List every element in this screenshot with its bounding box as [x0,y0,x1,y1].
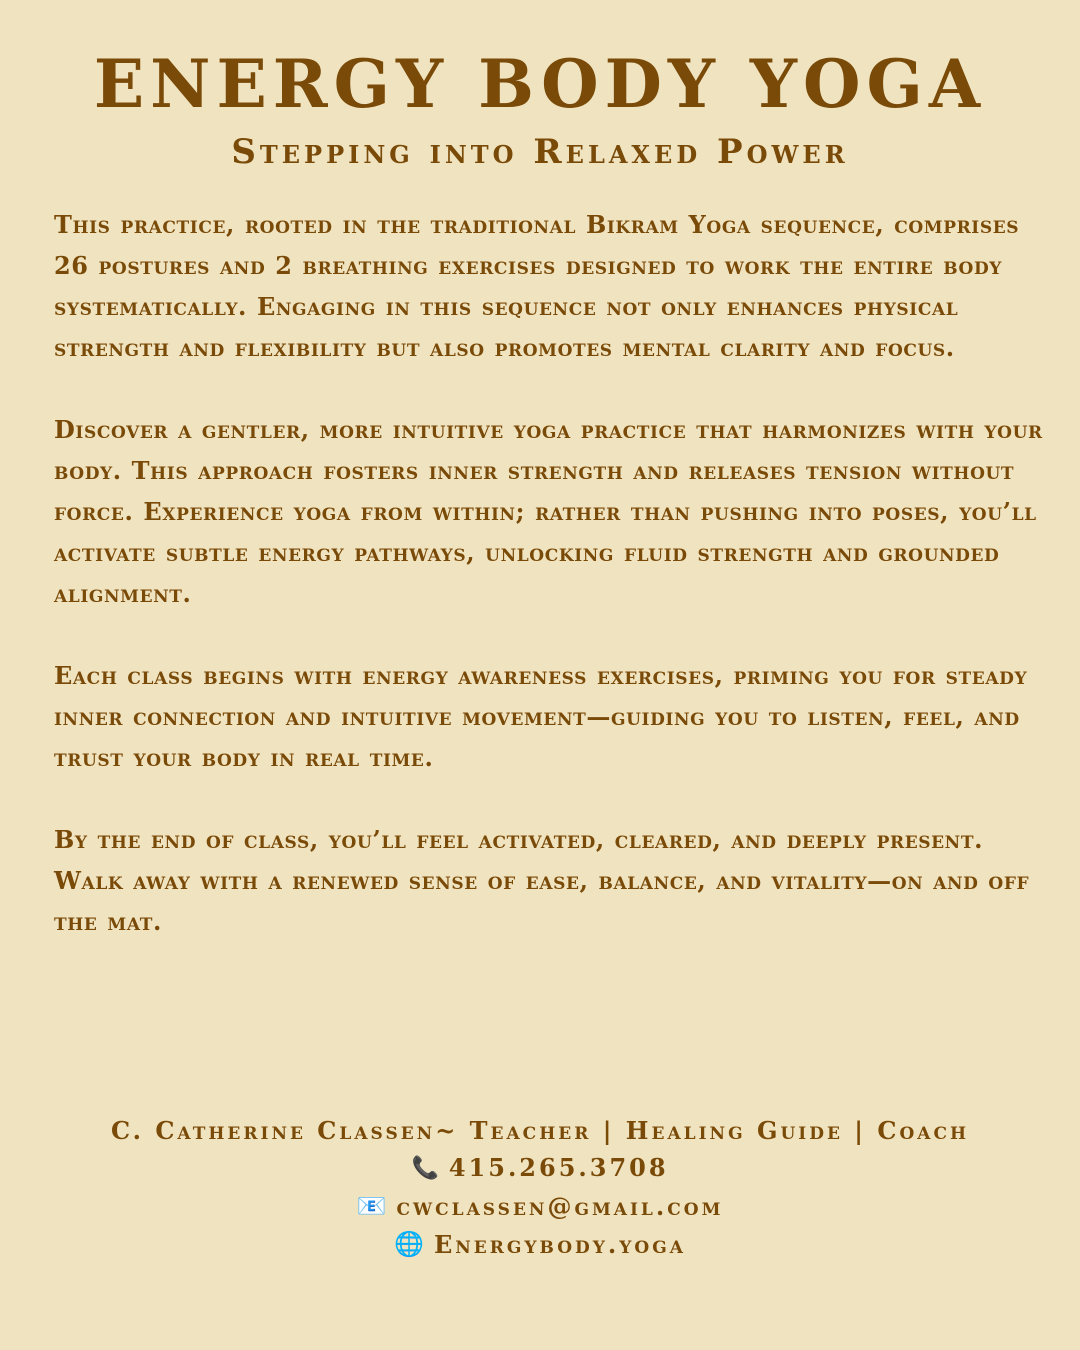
page-title: ENERGY BODY YOGA [93,45,987,123]
paragraph-end-of-class: By the end of class, you’ll feel activated, cleared, and deeply present. Walk away with a renewed sense of ease, balance, and vitality—on and off the mat. [54,825,1030,936]
email-address[interactable]: cwclassen@gmail.com [396,1192,724,1221]
phone-number[interactable]: 415.265.3708 [448,1153,669,1182]
globe-icon: 🌐 [394,1229,424,1258]
contact-block [0,1112,1080,1263]
description-body [54,204,1044,983]
website-link[interactable]: Energybody.yoga [433,1230,686,1259]
teacher-credit: C. Catherine Classen~ Teacher | Healing Guide | Coach [110,1116,970,1145]
paragraph-class-begins: Each class begins with energy awareness exercises, priming you for steady inner connection and intuitive movement—guiding you to listen, feel, and trust your body in real time. [54,661,1028,772]
paragraph-practice: This practice, rooted in the traditional Bikram Yoga sequence, comprises 26 postures and 2 breathing exercises designed to work the entire body systematically. Engaging in this sequence not only enhances physical strength and flexibility but also promotes mental clarity and focus. [54,210,1020,362]
envelope-icon: 📧 [356,1191,387,1220]
website-line[interactable] [0,1225,1080,1263]
phone-line[interactable] [0,1149,1080,1187]
paragraph-discover: Discover a gentler, more intuitive yoga practice that harmonizes with your body. This approach fosters inner strength and releases tension without force. Experience yoga from within; rather than pushing into poses, you’ll activate subtle energy pathways, unlocking fluid strength and grounded alignment. [54,415,1043,608]
phone-icon: 📞 [411,1155,439,1181]
email-line[interactable] [0,1187,1080,1225]
page-subtitle: Stepping into Relaxed Power [231,132,849,172]
